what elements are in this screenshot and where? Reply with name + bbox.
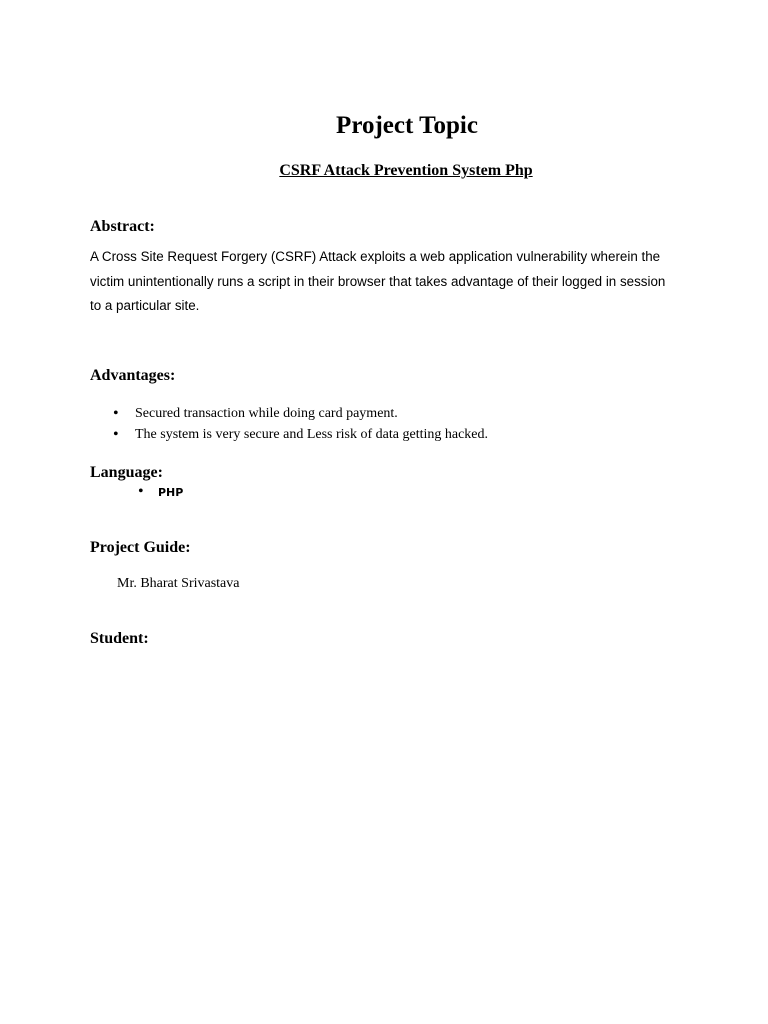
list-item: • Secured transaction while doing card payment. <box>90 404 488 425</box>
project-guide-heading: Project Guide: <box>90 539 191 556</box>
project-subtitle: CSRF Attack Prevention System Php <box>279 162 533 179</box>
list-item: • PHP <box>90 484 183 502</box>
advantages-list <box>90 404 488 445</box>
abstract-heading: Abstract: <box>90 218 155 235</box>
list-item: • The system is very secure and Less risk of data getting hacked. <box>90 425 488 446</box>
page-title: Project Topic <box>336 112 478 139</box>
project-guide-name: Mr. Bharat Srivastava <box>117 576 240 591</box>
advantages-heading: Advantages: <box>90 367 176 384</box>
abstract-text: A Cross Site Request Forgery (CSRF) Attack exploits a web application vulnerability wherein the victim unintentionally runs a script in their browser that takes advantage of their logged in session to a particular site. <box>90 249 666 313</box>
language-list <box>90 484 183 502</box>
student-heading: Student: <box>90 630 149 647</box>
language-heading: Language: <box>90 464 163 481</box>
